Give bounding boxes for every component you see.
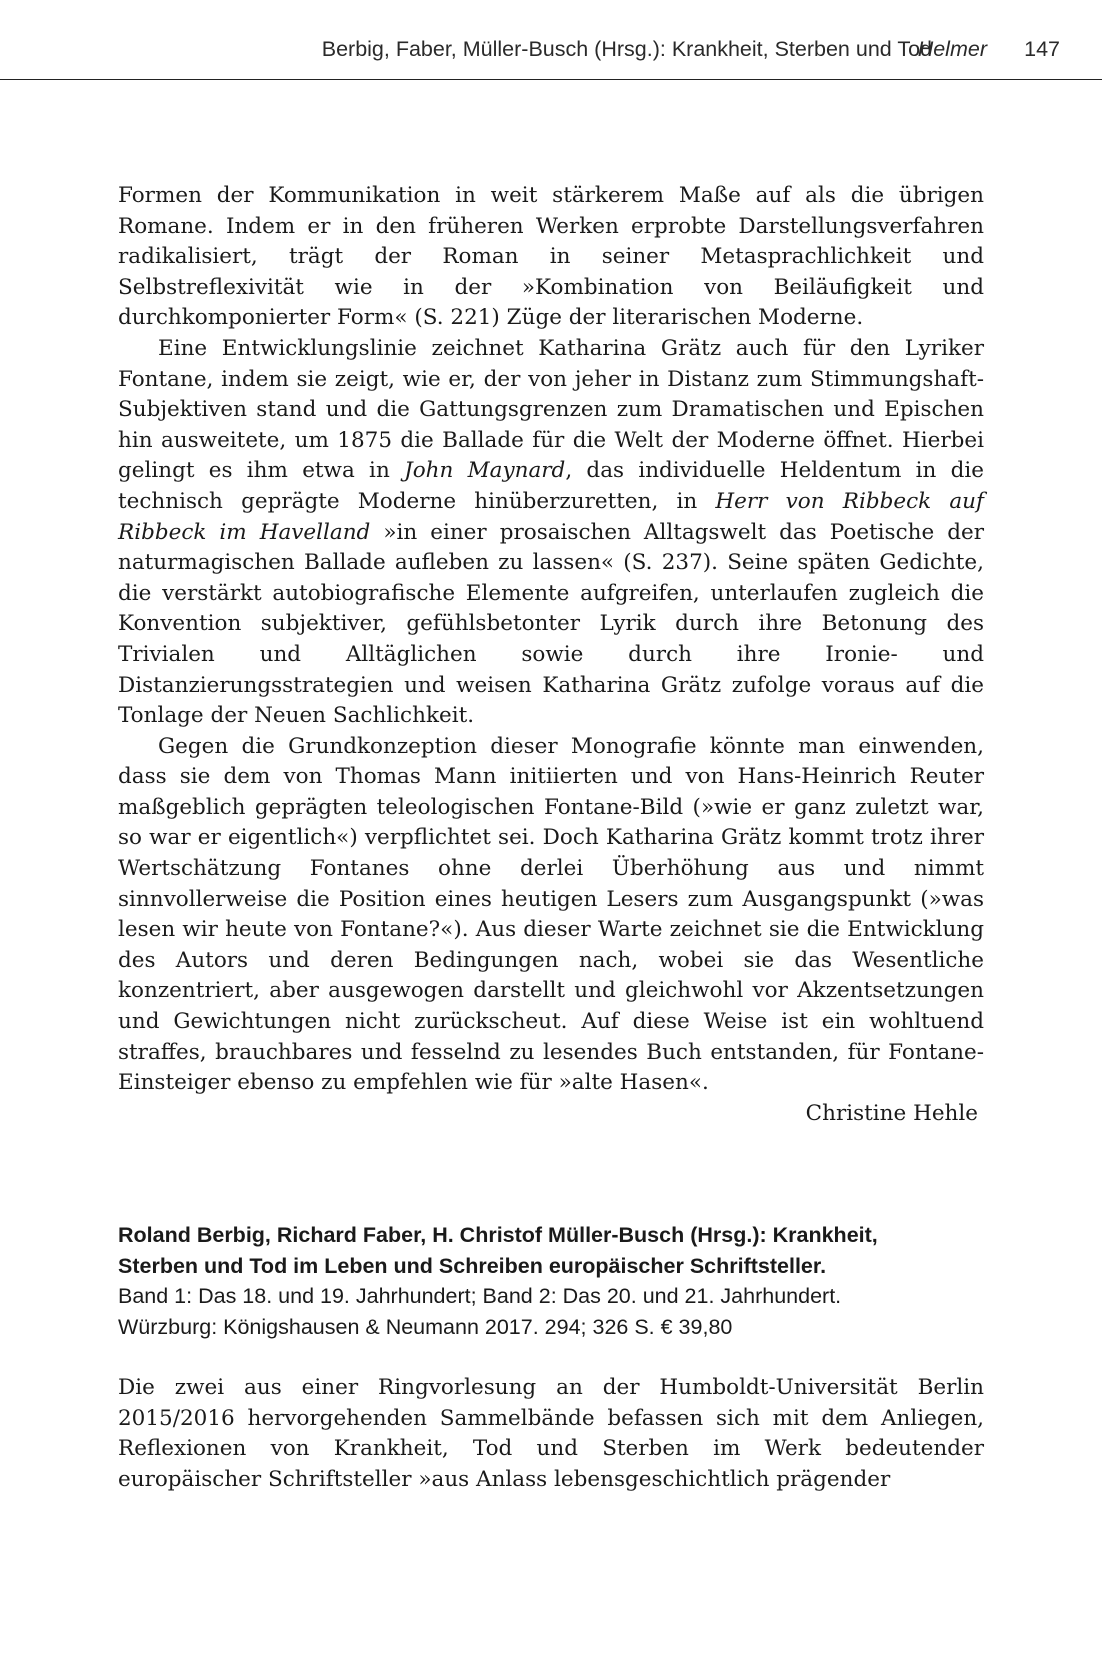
work-title-herr-von-ribbeck: Herr von Ribbeck auf Ribbeck im Havelland [118,488,984,545]
paragraph-2-part-c: »in einer prosaischen Alltagswelt das Poetische der naturmagischen Ballade aufleben zu lassen« (S. 237). Seine späten Gedichte, die verstärkt autobiografische Elemente aufgreifen, unterlaufen zugleich die Konvention subjektiver, gefühlsbetonter Lyrik durch ihre Betonung des Trivialen und Alltäglichen sowie durch ihre Ironie- und Distanzierungsstrategien und weisen Katharina Grätz zufolge voraus auf die Tonlage der Neuen Sachlichkeit. [118,519,984,729]
paragraph-3: Gegen die Grundkonzeption dieser Monografie könnte man einwenden, dass sie dem von Thomas Mann initiierten und von Hans-Heinrich Reuter maßgeblich geprägten teleologischen Fontane-Bild (»wie er ganz zuletzt war, so war er eigentlich«) verpflichtet sei. Doch Katharina Grätz kommt trotz ihrer Wertschätzung Fontanes ohne derlei Überhöhung aus und nimmt sinnvollerweise die Position eines heutigen Lesers zum Ausgangspunkt (»was lesen wir heute von Fontane?«). Aus dieser Warte zeichnet sie die Entwicklung des Autors und deren Bedingungen nach, wobei sie das Wesentliche konzentriert, aber ausgewogen darstellt und gleichwohl vor Akzentsetzungen und Gewichtungen nicht zurückscheut. Auf diese Weise ist ein wohltuend straffes, brauchbares und fesselnd zu lesendes Buch entstanden, für Fontane-Einsteiger ebenso zu empfehlen wie für »alte Hasen«. [118,733,984,1096]
running-head [0,0,1102,80]
reviewer-signature: Christine Hehle [805,1100,978,1126]
running-head-title: Berbig, Faber, Müller-Busch (Hrsg.): Krankheit, Sterben und Tod [321,37,932,61]
review-paragraph-1: Die zwei aus einer Ringvorlesung an der Humboldt-Universität Berlin 2015/2016 hervorgehenden Sammelbände befassen sich mit dem Anliegen, Reflexionen von Krankheit, Tod und Sterben im Werk bedeutender europäischer Schriftsteller »aus Anlass lebensgeschichtlich prägender [118,1375,984,1492]
review-title-line-2: Sterben und Tod im Leben und Schreiben europäischer Schriftsteller. [118,1253,827,1278]
review-publisher: Würzburg: Königshausen & Neumann 2017. 294; 326 S. € 39,80 [118,1314,733,1339]
review-title-line-1: Roland Berbig, Richard Faber, H. Christof Müller-Busch (Hrsg.): Krankheit, [118,1223,878,1247]
paragraph-2-part-b: , das individuelle Heldentum in die technisch geprägte Moderne hinüberzuretten, in [118,458,984,514]
work-title-john-maynard: John Maynard [404,458,566,484]
review-continuation [118,181,984,1129]
review-volumes: Band 1: Das 18. und 19. Jahrhundert; Band 2: Das 20. und 21. Jahrhundert. [118,1284,842,1308]
review-body [118,1373,984,1495]
running-head-author: Helmer [917,37,987,61]
paragraph-2-part-a: Eine Entwicklungslinie zeichnet Katharina Grätz auch für den Lyriker Fontane, indem sie zeigt, wie er, der von jeher in Distanz zum Stimmungshaft-Subjektiven stand und die Gattungsgrenzen zum Dramatischen und Epischen hin ausweitete, um 1875 die Ballade für die Welt der Moderne öffnet. Hierbei gelingt es ihm etwa in [118,335,984,484]
review-bibliographic-header [118,1220,984,1342]
page-number: 147 [1024,37,1060,61]
paragraph-2 [118,334,984,732]
paragraph-1: Formen der Kommunikation in weit stärkerem Maße auf als die übrigen Romane. Indem er in den früheren Werken erprobte Darstellungsverfahren radikalisiert, trägt der Roman in seiner Metasprachlichkeit und Selbstreflexivität wie in der »Kombination von Beiläufigkeit und durchkomponierter Form« (S. 221) Züge der literarischen Moderne. [118,183,984,331]
